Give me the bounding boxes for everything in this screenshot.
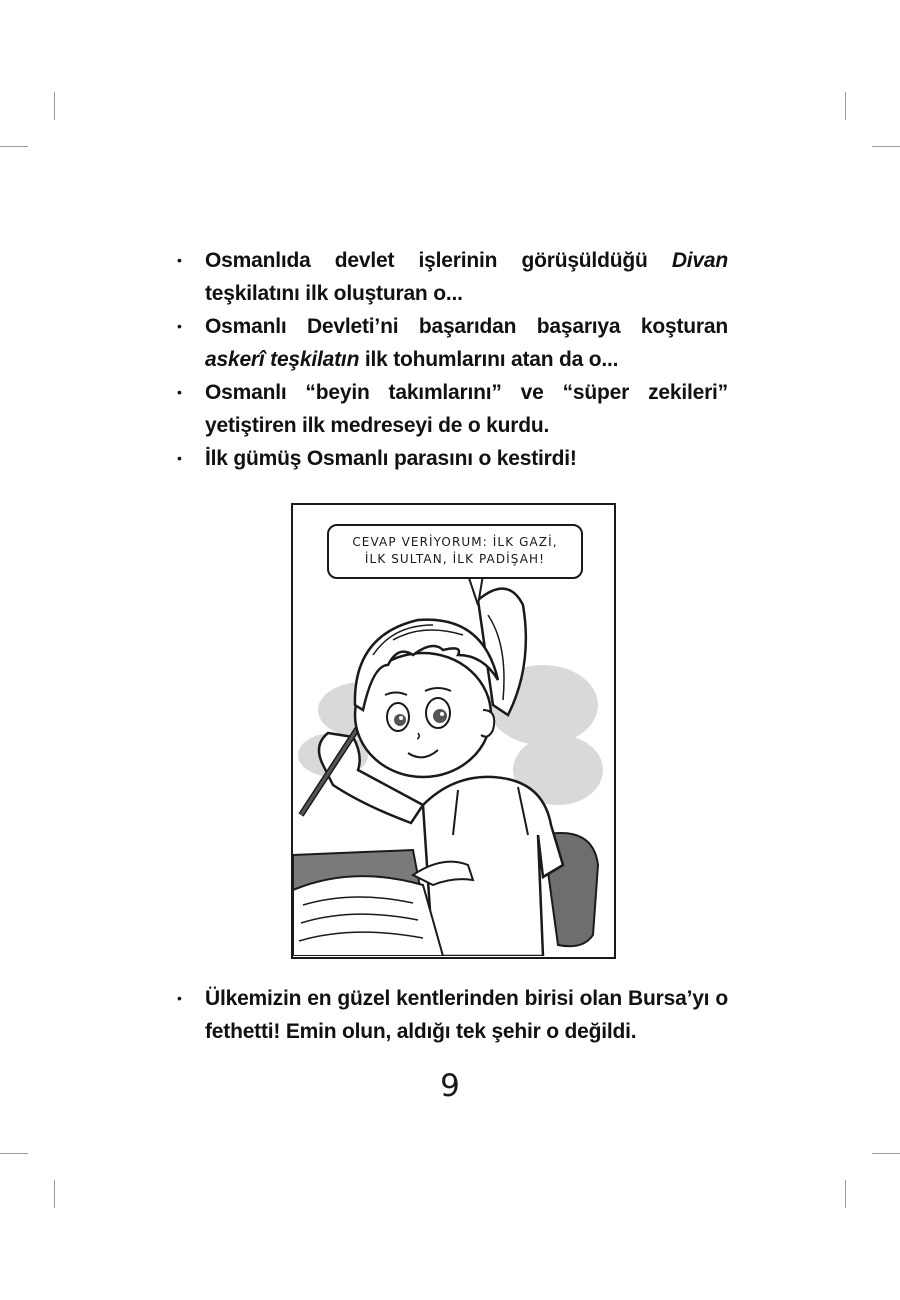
bullet-text: Osmanlı Devleti’ni başarıdan başarıya koşturan <box>205 315 728 338</box>
bullet-item <box>172 442 728 475</box>
speech-line: CEVAP VERİYORUM: İLK GAZİ, <box>352 535 558 549</box>
bullet-text: Osmanlıda devlet işlerinin görüşüldüğü <box>205 249 672 272</box>
crop-mark <box>845 1180 846 1208</box>
bullet-list-top <box>172 244 728 475</box>
bullet-item <box>172 244 728 310</box>
bullet-item <box>172 376 728 442</box>
crop-mark <box>872 146 900 147</box>
emphasis-text: Divan <box>671 249 728 272</box>
crop-mark <box>54 92 55 120</box>
speech-line: İLK SULTAN, İLK PADİŞAH! <box>364 552 546 566</box>
bullet-item <box>172 310 728 376</box>
bullet-text: Osmanlı “beyin takımlarını” ve “süper zekileri” yetiştiren ilk medreseyi de o kurdu. <box>205 381 728 437</box>
crop-mark <box>872 1153 900 1154</box>
bullet-text: İlk gümüş Osmanlı parasını o kestirdi! <box>205 447 577 470</box>
bullet-list-bottom <box>172 982 728 1048</box>
bullet-text: ilk tohumlarını atan da o... <box>359 348 619 371</box>
comic-panel <box>291 503 616 959</box>
bullet-text: teşkilatını ilk oluşturan o... <box>205 282 463 305</box>
bullet-item <box>172 982 728 1048</box>
crop-mark <box>0 146 28 147</box>
speech-balloon <box>327 524 583 579</box>
page-number: 9 <box>440 1068 460 1104</box>
bullet-text: Ülkemizin en güzel kentlerinden birisi olan Bursa’yı o fethetti! Emin olun, aldığı tek şehir o değildi. <box>205 987 728 1043</box>
crop-mark <box>845 92 846 120</box>
crop-mark <box>0 1153 28 1154</box>
emphasis-text: askerî teşkilatın <box>205 348 360 371</box>
crop-mark <box>54 1180 55 1208</box>
